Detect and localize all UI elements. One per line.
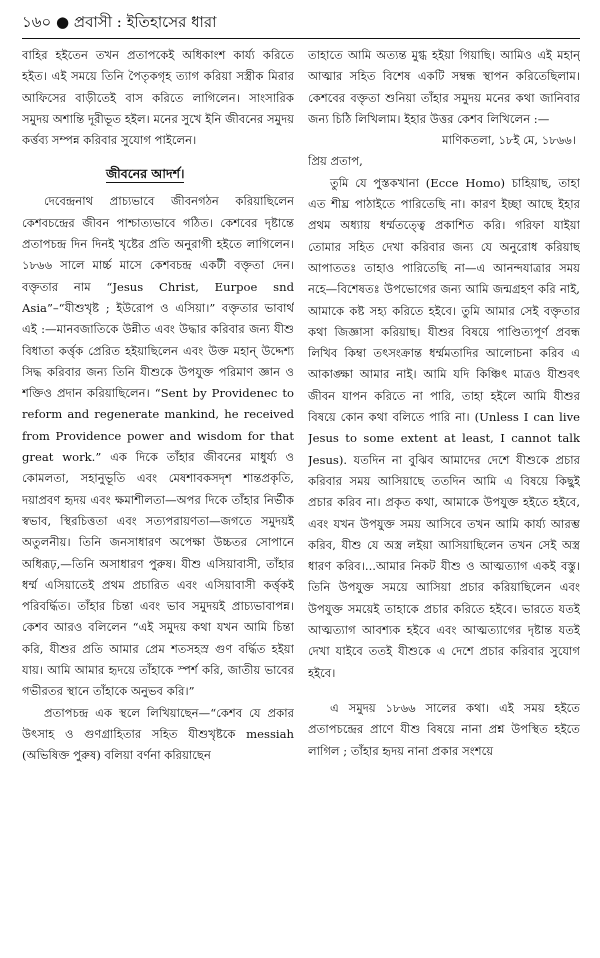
two-column-body: [22, 45, 580, 767]
page-number: ১৬০: [22, 13, 52, 31]
right-column: [308, 45, 580, 767]
letter-salutation: প্রিয় প্রতাপ,: [308, 154, 363, 169]
paragraph-spacer: [308, 684, 580, 698]
left-paragraph-3: প্রতাপচন্দ্র এক স্থলে লিখিয়াছেন—“কেশব যে প্রকার উৎসাহ ও গুণগ্রাহিতার সহিত যীশুখৃষ্টকে messiah (অভিষিক্ত পুরুষ) বলিয়া বর্ণনা করিয়াছেন: [22, 705, 294, 763]
letter-body: তুমি যে পুস্তকখানা (Ecce Homo) চাহিয়াছ, তাহা এত শীঘ্র পাঠাইতে পারিতেছি না। কারণ ইচ্ছা আছে ইহার প্রথম অধ্যায় ধর্ম্মতত্ত্বে প্রকাশিত করি। গরিফা যাইয়া তোমার সহিত দেখা করিবার জন্য যে অনুরোধ করিয়াছ আপাততঃ তাহাও পারিতেছি না—এ আনন্দযাত্রার সময় নহে—বিশেষতঃ উপভোগের জন্য আমি জন্মগ্রহণ করি নাই, আমাকে কষ্ট সহ্য করিতে হইবে। তুমি আমার সেই বক্তৃতার কথা জিজ্ঞাসা করিয়াছ। যীশুর বিষয়ে পাণ্ডিত্যপূর্ণ প্রবন্ধ লিখিব কিম্বা তৎসংক্রান্ত ধর্ম্মমতাদির আলোচনা করিব এ আকাঙ্ক্ষা আমার নাই। আমি যদি কিঞ্চিৎ মাত্রও যীশুবৎ জীবন যাপন করিতে না পারি, তাহা হইলে আমি যীশুর বিষয়ে কোন কথা বলিতে পারি না। (Unless I can live Jesus to some extent at least, I cannot talk Jesus). যতদিন না বুঝিব আমাদের দেশে যীশুকে প্রচার করিবার সময় আসিয়াছে ততদিন আমি এ বিষয়ে কিছুই প্রচার করিব না। প্রকৃত কথা, আমাকে উপযুক্ত হইতে হইবে, এবং যখন উপযুক্ত সময় আসিবে তখন আমি কার্য্য আরম্ভ করিব, যীশু যে অস্ত্র লইয়া আসিয়াছিলেন তখন সেই অস্ত্র ধারণ করিব।...আমার নিকট যীশু ও আত্মত্যাগ একই বস্তু। তিনি উপযুক্ত সময়ে আসিয়া প্রচার করিয়াছিলেন এবং উপযুক্ত সময়েই তাহাকে প্রচার করিতে হইবে। ভারতে যতই আত্মত্যাগ আবশ্যক হইবে এবং আত্মত্যাগের দৃষ্টান্ত যতই দেখা যাইবে ততই যীশুকে এ দেশে প্রচার করিবার সুযোগ হইবে।: [308, 175, 580, 680]
right-paragraph-2: এ সমুদয় ১৮৬৬ সালের কথা। এই সময় হইতে প্রতাপচন্দ্রের প্রাণে যীশু বিষয়ে নানা প্রশ্ন উপস্থিত হইতে লাগিল ; তাঁহার হৃদয় নানা প্রকার সংশয়ে: [308, 700, 580, 758]
left-paragraph-1: বাহির হইতেন তখন প্রতাপকেই অধিকাংশ কার্য্য করিতে হইত। এই সময়ে তিনি পৈতৃকগৃহ ত্যাগ করিয়া সস্ত্রীক মিরার আফিসের বাড়ীতেই বাস করিতে লাগিলেন। সাংসারিক সমুদয় অশান্তি দূরীভূত হইল। মনের সুখে ইনি জীবনের সমুদয় কর্ত্তব্য সম্পন্ন করিবার সুযোগ পাইলেন।: [22, 48, 294, 148]
letter-dateline: মাণিকতলা, ১৮ই মে, ১৮৬৬।: [442, 133, 576, 148]
running-title: প্রবাসী : ইতিহাসের ধারা: [73, 13, 217, 31]
left-paragraph-2: দেবেন্দ্রনাথ প্রাচ্যভাবে জীবনগঠন করিয়াছিলেন কেশবচন্দ্রের জীবন পাশ্চাত্যভাবে গঠিত। কেশবের দৃষ্টান্তে প্রতাপচন্দ্র দিন দিনই খৃষ্টের প্রতি অনুরাগী হইতে লাগিলেন। ১৮৬৬ সালে মার্চ্চ মাসে কেশবচন্দ্র একটী বক্তৃতা দেন। বক্তৃতার নাম “Jesus Christ, Eurpoe snd Asia”–“যীশুখৃষ্ট ; ইউরোপ ও এসিয়া।” বক্তৃতার ভাবার্থ এই :—মানবজাতিকে উন্নীত এবং উদ্ধার করিবার জন্য যীশু বিধাতা কর্ত্তৃক প্রেরিত হইয়াছিলেন এবং উক্ত মহান্‌ উদ্দেশ্য সিদ্ধ করিবার জন্য তিনি যীশুকে উপযুক্ত পরিমাণ জ্ঞান ও শক্তিও প্রদান করিয়াছিলেন। “Sent by Providenec to reform and regenerate mankind, he received from Providence power and wisdom for that great work.” এক দিকে তাঁহার জীবনের মাধুর্য্য ও কোমলতা, সহানুভূতি এবং মেষশাবকসদৃশ শান্তপ্রকৃতি, দয়াপ্রবণ হৃদয় এবং ক্ষমাশীলতা—অপর দিকে তাঁহার নির্ভীক স্বভাব, স্থিরচিত্ততা এবং সত্যপরায়ণতা—জগতে সমুদয়ই অতুলনীয়। তিনি জনসাধারণ অপেক্ষা উচ্চতর সোপানে অধিরূঢ়,—তিনি অসাধারণ পুরুষ। যীশু এসিয়াবাসী, তাঁহার ধর্ম্ম এসিয়াতেই প্রথম প্রচারিত এবং এসিয়াবাসী কর্ত্তৃকই পরিবর্দ্ধিত। তাঁহার চিন্তা এবং ভাব সমুদয়ই প্রাচ্যভাবাপন্ন। কেশব আরও বলিলেন “এই সমুদয় কথা যখন আমি চিন্তা করি, যীশুর প্রতি আমার প্রেম শতসহস্র গুণ বর্দ্ধিত হইয়া যায়। আমি আমার হৃদয়ে তাঁহাকে স্পর্শ করি, জাতীয় ভাবের গভীরতর স্থানে তাঁহাকে অনুভব করি।”: [22, 194, 294, 699]
left-column: [22, 45, 294, 767]
section-heading-text: জীবনের আদর্শ।: [106, 166, 185, 182]
running-header: [22, 12, 580, 39]
right-paragraph-1: তাহাতে আমি অত্যন্ত মুগ্ধ হইয়া গিয়াছি। আমিও এই মহান্‌ আত্মার সহিত বিশেষ একটি সম্বন্ধ স্থাপন করিতেছিলাম। কেশবের বক্তৃতা শুনিয়া তাঁহার সমুদয় মনের কথা জানিবার জন্য চিঠি লিখিলাম। ইহার উত্তর কেশব লিখিলেন :—: [308, 48, 580, 126]
bullet-separator: ●: [56, 13, 70, 31]
section-heading: [22, 165, 294, 183]
